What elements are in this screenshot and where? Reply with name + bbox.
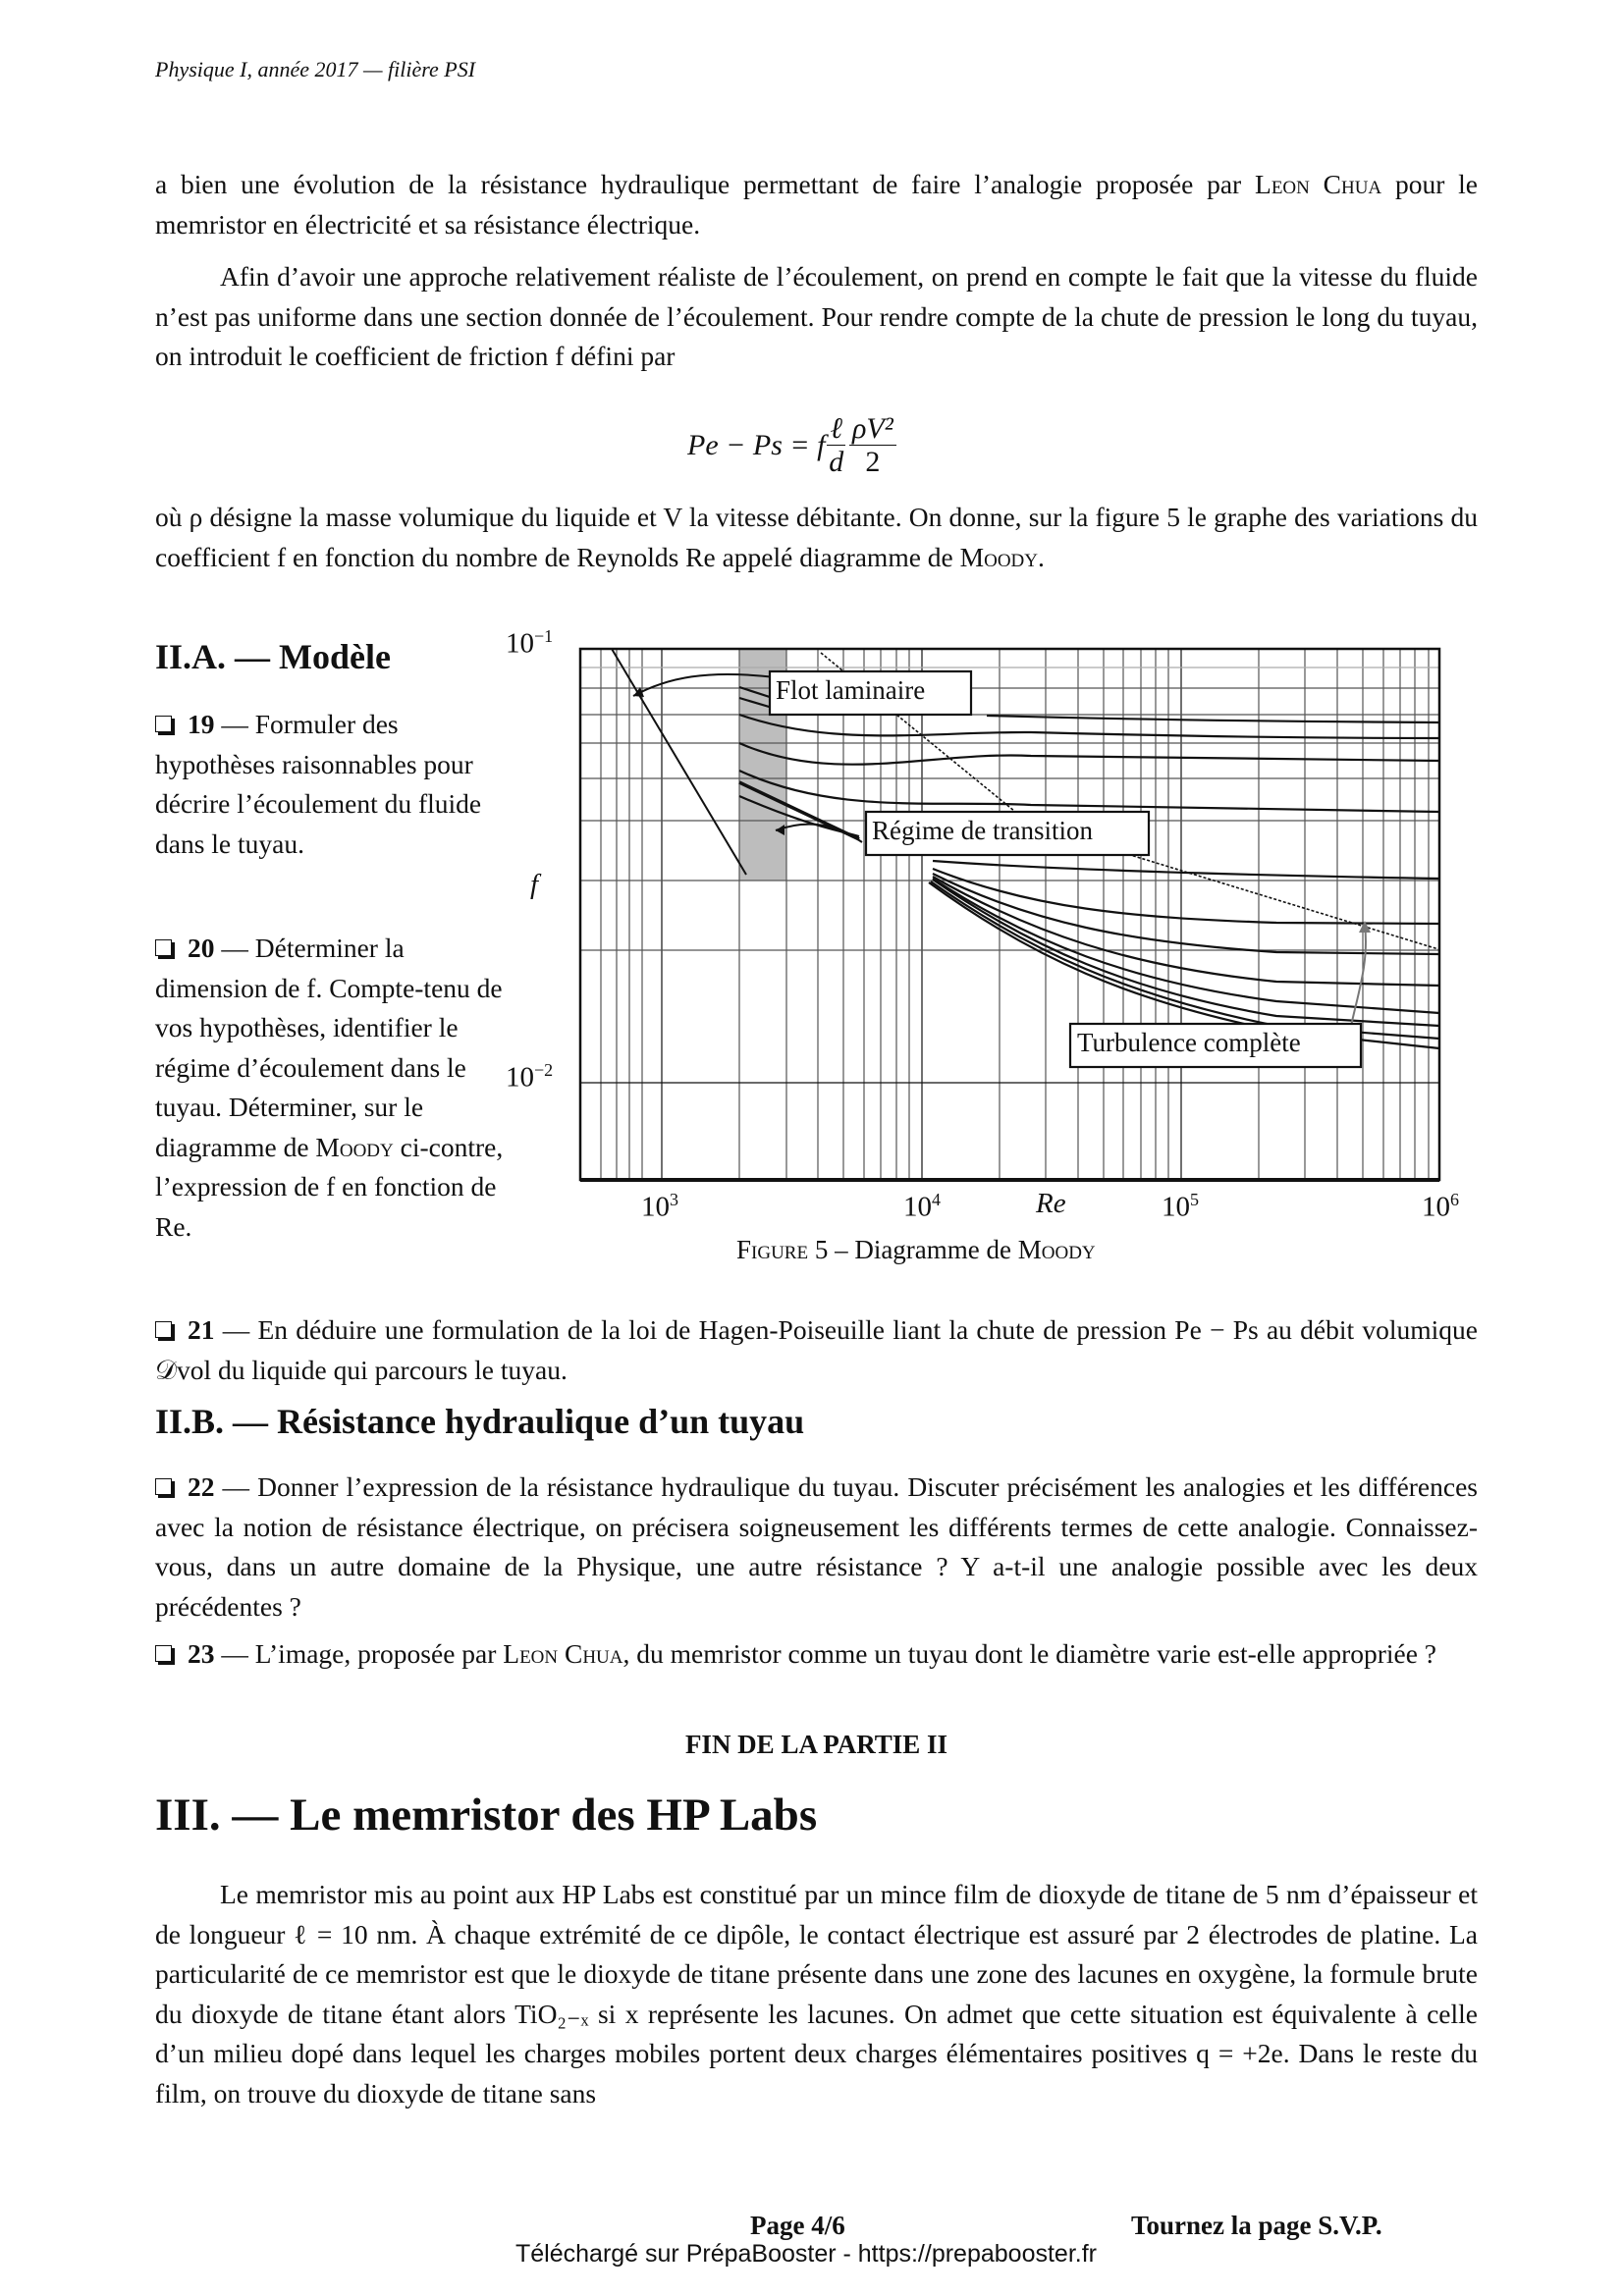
moody-chart-svg	[501, 628, 1483, 1276]
question-text-end: ci-contre, l’expression de f en fonction de Re.	[155, 1131, 504, 1242]
checkbox-icon	[155, 1645, 172, 1662]
label-transition: Régime de transition	[872, 816, 1093, 845]
download-source-link[interactable]: Téléchargé sur PrépaBooster - https://prepabooster.fr	[515, 2240, 1097, 2268]
transition-arrow	[776, 825, 862, 842]
moody-name: Moody	[959, 541, 1038, 572]
equation-lhs: Pe − Ps = f	[687, 428, 826, 461]
label-turbulence: Turbulence complète	[1077, 1028, 1301, 1057]
question-22	[155, 1468, 1478, 1627]
question-23	[155, 1634, 1478, 1675]
question-text: — Donner l’expression de la résistance hydraulique du tuyau. Discuter précisément les analogies et les différences avec la notion de résistance électrique, on précisera soigneusement les différents termes de cette analogie. Connaissez-vous, dans un autre domaine de la Physique, une autre résistance ? Y a-t-il une analogie possible avec les deux précédentes ?	[155, 1471, 1478, 1622]
figure-caption: Figure 5 – Diagramme de Moody	[736, 1235, 1096, 1264]
section-heading-III: III. — Le memristor des HP Labs	[155, 1789, 818, 1841]
plot-frame	[580, 649, 1439, 1180]
roughness-curves	[739, 687, 1439, 1048]
question-number: 22	[188, 1471, 215, 1502]
intro-paragraph-2	[155, 257, 1478, 377]
x-tick-1e5: $10^5$	[1162, 1190, 1199, 1223]
intro-paragraph-3	[155, 498, 1478, 577]
intro-text: a bien une évolution de la résistance hydraulique permettant de faire l’analogie proposée par	[155, 169, 1242, 199]
moody-name: Moody	[315, 1131, 394, 1162]
author-name: Leon Chua	[1255, 169, 1382, 199]
fraction-l-over-d	[827, 412, 845, 478]
question-number: 20	[188, 933, 215, 963]
end-of-part: FIN DE LA PARTIE II	[684, 1730, 948, 1759]
paragraph-text: Afin d’avoir une approche relativement réaliste de l’écoulement, on prend en compte le fait que la vitesse du fluide n’est pas uniforme dans une section donnée de l’écoulement. Pour rendre compte de la chute de pression le long du tuyau, on introduit le coefficient de friction f défini par	[155, 261, 1478, 371]
running-header: Physique I, année 2017 — filière PSI	[155, 57, 476, 81]
friction-equation	[687, 412, 898, 478]
checkbox-icon	[155, 1478, 172, 1495]
section-heading-IIB: II.B. — Résistance hydraulique d’un tuyau	[155, 1402, 805, 1441]
turn-page-note: Tournez la page S.V.P.	[1131, 2211, 1382, 2240]
x-tick-1e4: $10^4$	[903, 1190, 941, 1223]
question-20	[155, 929, 504, 1247]
fraction-rho-v2-over-2	[849, 412, 896, 478]
x-tick-1e3: $10^3$	[641, 1190, 678, 1223]
checkbox-icon	[155, 939, 172, 956]
label-laminar: Flot laminaire	[776, 675, 926, 705]
checkbox-icon	[155, 716, 172, 732]
section-heading-IIA: II.A. — Modèle	[155, 637, 391, 676]
question-21	[155, 1310, 1478, 1390]
y-tick-top: $10^{-1}$	[506, 626, 554, 660]
checkbox-icon	[155, 1321, 172, 1338]
question-19	[155, 705, 504, 864]
paragraph-text: où ρ désigne la masse volumique du liquide et V la vitesse débitante. On donne, sur la figure 5 le graphe des variations du coefficient f en fonction du nombre de Reynolds Re appelé diagramme de	[155, 502, 1478, 572]
question-text-end: , du memristor comme un tuyau dont le diamètre varie est-elle appropriée ?	[622, 1638, 1437, 1669]
y-tick-bottom: $10^{-2}$	[506, 1060, 554, 1094]
fraction-denominator: 2	[865, 446, 881, 478]
page-number: Page 4/6	[750, 2211, 845, 2240]
paragraph-end: .	[1037, 541, 1045, 572]
intro-text-rest: pour le memristor en électricité et sa résistance électrique.	[155, 169, 1479, 240]
intro-paragraph-1	[155, 165, 1478, 244]
question-text: — L’image, proposée par	[214, 1638, 504, 1669]
laminar-line	[612, 649, 746, 875]
section-III-paragraph	[155, 1875, 1478, 2113]
question-text: — Déterminer la dimension de f. Compte-tenu de vos hypothèses, identifier le régime d’écoulement dans le tuyau. Déterminer, sur le diagramme de	[155, 933, 503, 1162]
fraction-denominator: d	[829, 446, 844, 478]
y-axis-label: f	[530, 869, 539, 900]
vertical-gridlines	[601, 649, 1429, 1180]
x-tick-1e6: $10^6$	[1422, 1190, 1459, 1223]
question-text: — En déduire une formulation de la loi de Hagen-Poiseuille liant la chute de pression Pe − Ps au débit volumique 𝒟vol du liquide qui parcours le tuyau.	[155, 1314, 1478, 1385]
question-number: 19	[188, 709, 215, 739]
paragraph-text: Le memristor mis au point aux HP Labs est constitué par un mince film de dioxyde de titane de 5 nm d’épaisseur et de longueur ℓ = 10 nm. À chaque extrémité de ce dipôle, le contact électrique est assuré par 2 électrodes de platine. La particularité de ce memristor est que le dioxyde de titane présente dans une zone des lacunes en oxygène, la formule brute du dioxyde de titane étant alors TiO₂₋ₓ si x représente les lacunes. On admet que cette situation est équivalente à celle d’un milieu dopé dans lequel les charges mobiles portent deux charges élémentaires positives q = +2e. Dans le reste du film, on trouve du dioxyde de titane sans	[155, 1879, 1478, 2109]
question-number: 23	[188, 1638, 215, 1669]
fraction-numerator: ρV²	[849, 412, 896, 446]
x-axis-label: Re	[1036, 1188, 1066, 1219]
fraction-numerator: ℓ	[827, 412, 845, 446]
question-number: 21	[188, 1314, 215, 1345]
moody-diagram	[501, 628, 1483, 1276]
question-text: — Formuler des hypothèses raisonnables pour décrire l’écoulement du fluide dans le tuyau.	[155, 709, 482, 859]
author-name: Leon Chua	[503, 1638, 623, 1669]
